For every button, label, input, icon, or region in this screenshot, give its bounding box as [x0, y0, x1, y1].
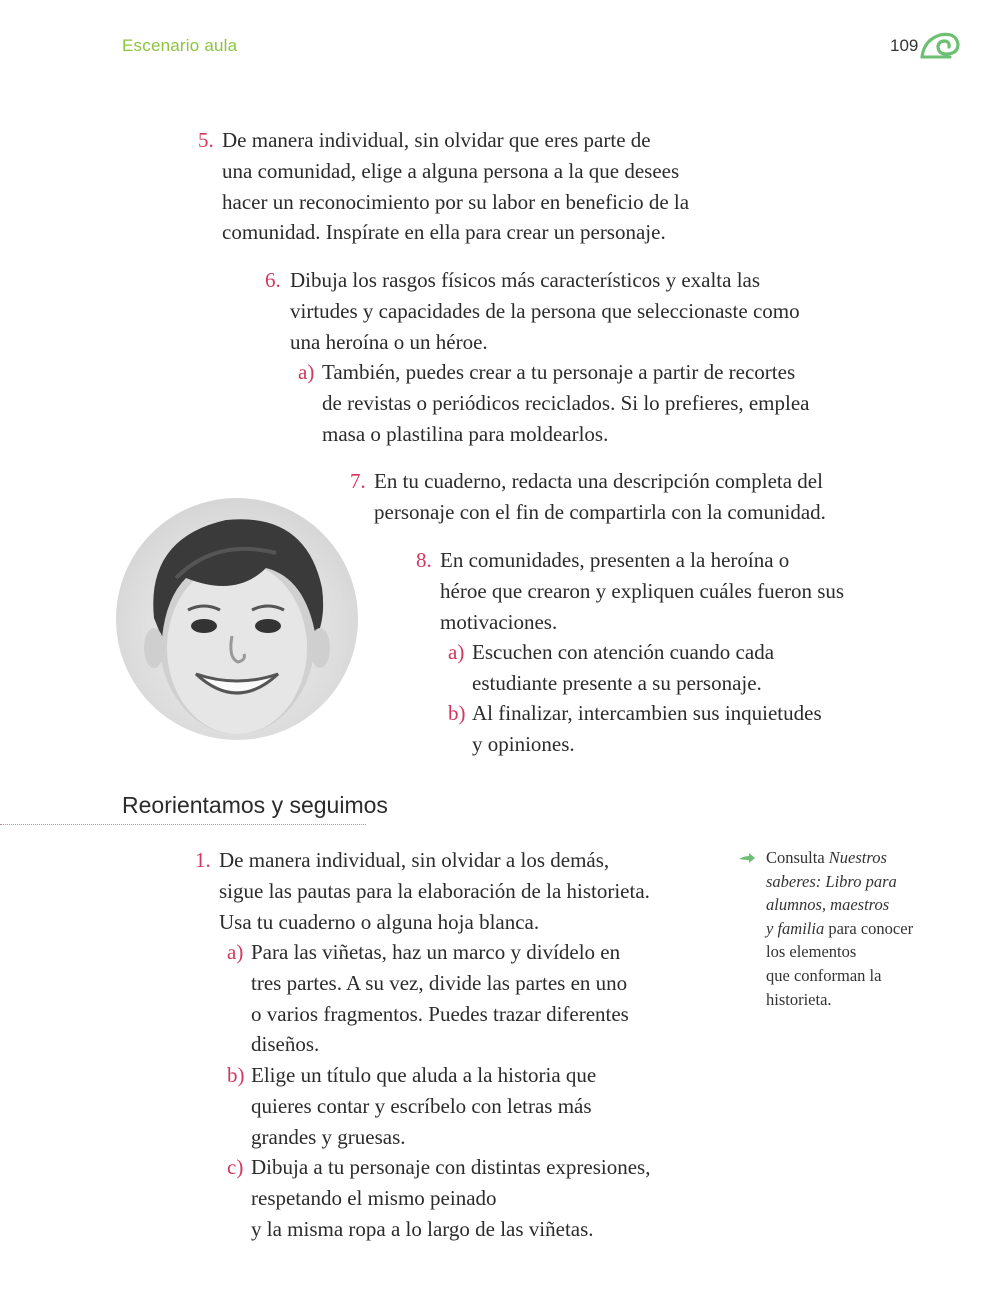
running-header-section: Escenario aula [122, 36, 238, 55]
side-note [740, 846, 940, 1011]
side-note-line: historieta. [766, 989, 832, 1009]
section-divider [0, 824, 366, 825]
text-line: de revistas o periódicos reciclados. Si lo prefieres, emplea [322, 390, 810, 415]
reorient-item-1-sub-b [227, 1060, 691, 1152]
text-line: Para las viñetas, haz un marco y divídelo en [251, 940, 621, 964]
text-line: estudiante presente a su personaje. [472, 670, 762, 695]
activity-item-8-sub-b [448, 698, 892, 760]
side-note-line: que conforman la [766, 965, 882, 985]
activity-item-7 [350, 466, 874, 528]
side-note-line: Consulta Nuestros [766, 848, 887, 867]
smiling-child-photo [116, 498, 358, 740]
text-line: Elige un título que aluda a la historia que [251, 1063, 597, 1087]
text-line: diseños. [251, 1032, 320, 1057]
text-line: respetando el mismo peinado [251, 1185, 497, 1210]
side-note-line: los elementos [766, 942, 857, 962]
item-number: 1. [195, 848, 211, 872]
text-line: personaje con el fin de compartirla con la comunidad. [374, 499, 826, 524]
page-number: 109 [890, 36, 919, 55]
text-line: De manera individual, sin olvidar que eres parte de [222, 128, 651, 152]
item-number: 6. [265, 268, 281, 292]
text-line: De manera individual, sin olvidar a los demás, [219, 848, 610, 872]
item-number: 5. [198, 128, 214, 152]
activity-item-5 [198, 125, 742, 248]
text-line: hacer un reconocimiento por su labor en beneficio de la [222, 189, 690, 214]
text-line: virtudes y capacidades de la persona que seleccionaste como [290, 298, 800, 323]
text-line: En comunidades, presenten a la heroína o [440, 548, 790, 572]
item-number: 8. [416, 548, 432, 572]
sub-item-label: a) [298, 360, 315, 384]
text-line: motivaciones. [440, 609, 558, 634]
side-note-line: y familia para conocer [766, 918, 914, 938]
text-line: También, puedes crear a tu personaje a partir de recortes [322, 360, 796, 384]
text-line: sigue las pautas para la elaboración de la historieta. [219, 878, 650, 903]
text-line: y la misma ropa a lo largo de las viñetas. [251, 1216, 594, 1241]
sub-item-label: a) [448, 640, 465, 664]
text-line: o varios fragmentos. Puedes trazar diferentes [251, 1001, 629, 1026]
text-line: tres partes. A su vez, divide las partes en uno [251, 970, 628, 995]
sub-item-label: a) [227, 940, 244, 964]
text-line: grandes y gruesas. [251, 1124, 406, 1149]
text-line: quieres contar y escríbelo con letras más [251, 1093, 592, 1118]
text-line: En tu cuaderno, redacta una descripción completa del [374, 469, 823, 493]
text-line: masa o plastilina para moldearlos. [322, 421, 609, 446]
arrow-right-icon [738, 852, 756, 864]
text-line: comunidad. Inspírate en ella para crear un personaje. [222, 220, 666, 245]
text-line: y opiniones. [472, 731, 575, 756]
activity-item-8-sub-a [448, 637, 892, 699]
sub-item-label: b) [227, 1063, 245, 1087]
text-line: Dibuja los rasgos físicos más característicos y exalta las [290, 268, 761, 292]
reorient-item-1-sub-c [227, 1152, 711, 1244]
text-line: Escuchen con atención cuando cada [472, 640, 775, 664]
activity-item-6-sub-a [298, 357, 842, 449]
side-note-line: alumnos, maestros [766, 895, 890, 915]
reorient-item-1 [195, 845, 699, 937]
text-line: héroe que crearon y expliquen cuáles fueron sus [440, 578, 845, 603]
text-line: Al finalizar, intercambien sus inquietudes [472, 701, 822, 725]
text-line: Usa tu cuaderno o alguna hoja blanca. [219, 909, 540, 934]
sub-item-label: c) [227, 1155, 244, 1179]
activity-item-6 [265, 265, 850, 357]
green-spiral-icon [920, 30, 960, 60]
text-line: una comunidad, elige a alguna persona a la que desees [222, 158, 680, 183]
text-line: una heroína o un héroe. [290, 329, 488, 354]
text-line: Dibuja a tu personaje con distintas expresiones, [251, 1155, 651, 1179]
reorient-item-1-sub-a [227, 937, 691, 1060]
section-heading: Reorientamos y seguimos [122, 792, 388, 818]
sub-item-label: b) [448, 701, 466, 725]
side-note-line: saberes: Libro para [766, 871, 897, 891]
item-number: 7. [350, 469, 366, 493]
activity-item-8 [416, 545, 900, 637]
